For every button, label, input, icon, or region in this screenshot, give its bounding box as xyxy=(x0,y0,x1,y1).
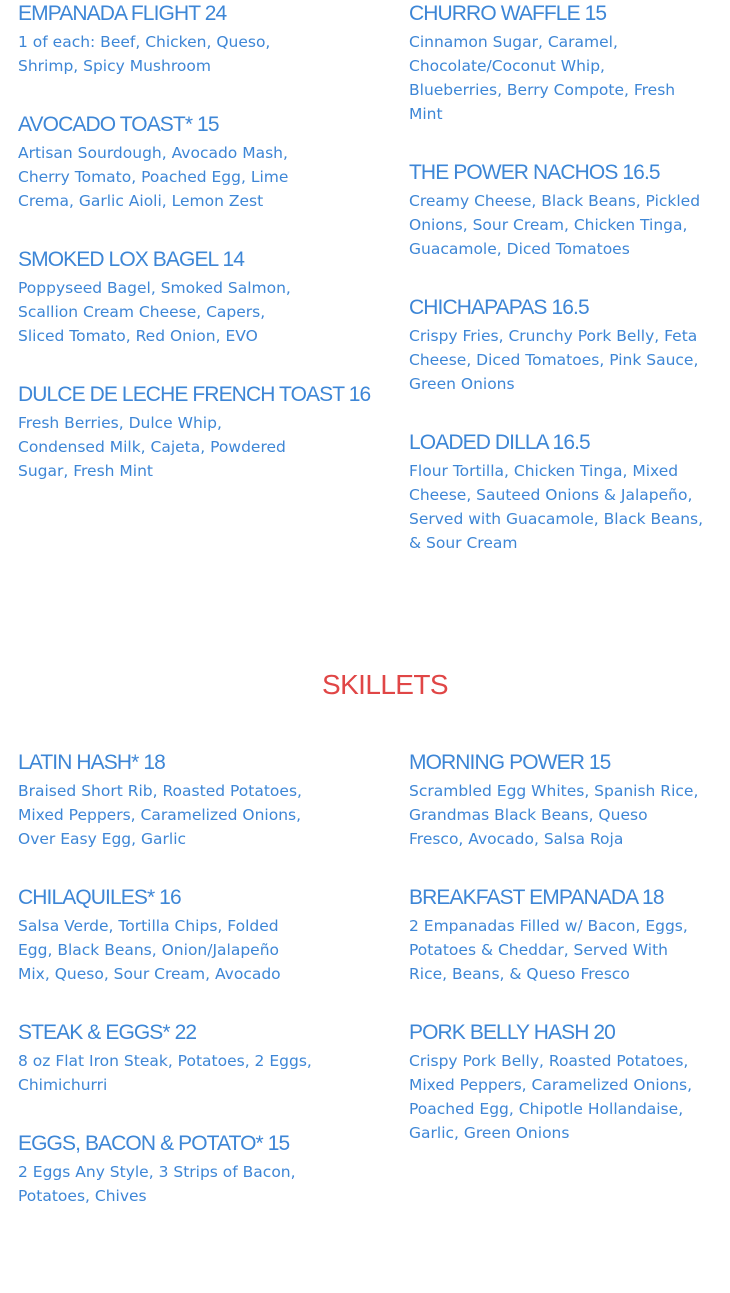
description-line: Scallion Cream Cheese, Capers, xyxy=(18,303,266,321)
description-line: Served with Guacamole, Black Beans, xyxy=(409,510,704,528)
description-line: Condensed Milk, Cajeta, Powdered xyxy=(18,438,286,456)
item-title: EGGS, BACON & POTATO* 15 xyxy=(18,1132,290,1155)
description-line: Guacamole, Diced Tomatoes xyxy=(409,240,630,258)
description-line: 1 of each: Beef, Chicken, Queso, xyxy=(18,33,271,51)
menu-item xyxy=(409,1020,692,1145)
item-title: LATIN HASH* 18 xyxy=(18,751,165,774)
item-title: CHURRO WAFFLE 15 xyxy=(409,2,607,25)
item-description xyxy=(18,1160,296,1208)
item-description xyxy=(18,779,302,851)
description-line: Mixed Peppers, Caramelized Onions, xyxy=(18,806,302,824)
description-line: Crispy Pork Belly, Roasted Potatoes, xyxy=(409,1052,689,1070)
menu-item xyxy=(409,885,688,986)
description-line: Chocolate/Coconut Whip, xyxy=(409,57,605,75)
description-line: & Sour Cream xyxy=(409,534,518,552)
description-line: Garlic, Green Onions xyxy=(409,1124,570,1142)
description-line: Mix, Queso, Sour Cream, Avocado xyxy=(18,965,281,983)
menu-item xyxy=(18,1131,296,1208)
description-line: Mint xyxy=(409,105,443,123)
description-line: Creamy Cheese, Black Beans, Pickled xyxy=(409,192,701,210)
item-description xyxy=(18,141,288,213)
menu-item xyxy=(18,750,302,851)
item-title: MORNING POWER 15 xyxy=(409,751,611,774)
description-line: Cherry Tomato, Poached Egg, Lime xyxy=(18,168,289,186)
menu-item xyxy=(18,1020,312,1097)
description-line: Chimichurri xyxy=(18,1076,108,1094)
description-line: 2 Empanadas Filled w/ Bacon, Eggs, xyxy=(409,917,688,935)
menu-item xyxy=(409,295,698,396)
item-title: AVOCADO TOAST* 15 xyxy=(18,113,219,136)
description-line: Sugar, Fresh Mint xyxy=(18,462,153,480)
description-line: Potatoes & Cheddar, Served With xyxy=(409,941,668,959)
menu-item xyxy=(18,885,281,986)
description-line: Poppyseed Bagel, Smoked Salmon, xyxy=(18,279,291,297)
description-line: Salsa Verde, Tortilla Chips, Folded xyxy=(18,917,279,935)
item-title: PORK BELLY HASH 20 xyxy=(409,1021,615,1044)
description-line: Scrambled Egg Whites, Spanish Rice, xyxy=(409,782,699,800)
item-title: LOADED DILLA 16.5 xyxy=(409,431,590,454)
description-line: Fresh Berries, Dulce Whip, xyxy=(18,414,222,432)
description-line: Potatoes, Chives xyxy=(18,1187,147,1205)
item-description xyxy=(18,914,281,986)
menu-item xyxy=(409,160,700,261)
description-line: Shrimp, Spicy Mushroom xyxy=(18,57,211,75)
item-description xyxy=(409,324,698,396)
description-line: Cheese, Diced Tomatoes, Pink Sauce, xyxy=(409,351,699,369)
item-title: BREAKFAST EMPANADA 18 xyxy=(409,886,664,909)
menu-item xyxy=(18,1,270,78)
description-line: Artisan Sourdough, Avocado Mash, xyxy=(18,144,288,162)
description-line: Blueberries, Berry Compote, Fresh xyxy=(409,81,676,99)
description-line: Green Onions xyxy=(409,375,515,393)
section-heading-skillets: SKILLETS xyxy=(322,669,448,700)
menu-item xyxy=(18,112,288,213)
item-description xyxy=(18,1049,312,1097)
item-title: CHICHAPAPAS 16.5 xyxy=(409,296,589,319)
item-description xyxy=(18,411,370,483)
description-line: Crema, Garlic Aioli, Lemon Zest xyxy=(18,192,264,210)
item-description xyxy=(409,30,675,126)
description-line: Fresco, Avocado, Salsa Roja xyxy=(409,830,624,848)
item-description xyxy=(409,189,700,261)
description-line: 2 Eggs Any Style, 3 Strips of Bacon, xyxy=(18,1163,296,1181)
description-line: Poached Egg, Chipotle Hollandaise, xyxy=(409,1100,684,1118)
description-line: Cheese, Sauteed Onions & Jalapeño, xyxy=(409,486,693,504)
item-description xyxy=(18,30,270,78)
description-line: Braised Short Rib, Roasted Potatoes, xyxy=(18,782,302,800)
description-line: Over Easy Egg, Garlic xyxy=(18,830,187,848)
item-description xyxy=(18,276,291,348)
description-line: Egg, Black Beans, Onion/Jalapeño xyxy=(18,941,280,959)
item-title: EMPANADA FLIGHT 24 xyxy=(18,2,227,25)
description-line: Crispy Fries, Crunchy Pork Belly, Feta xyxy=(409,327,698,345)
menu-item xyxy=(409,1,675,126)
description-line: 8 oz Flat Iron Steak, Potatoes, 2 Eggs, xyxy=(18,1052,312,1070)
description-line: Flour Tortilla, Chicken Tinga, Mixed xyxy=(409,462,679,480)
description-line: Cinnamon Sugar, Caramel, xyxy=(409,33,618,51)
item-title: SMOKED LOX BAGEL 14 xyxy=(18,248,245,271)
description-line: Onions, Sour Cream, Chicken Tinga, xyxy=(409,216,688,234)
item-description xyxy=(409,459,703,555)
item-description xyxy=(409,1049,692,1145)
description-line: Rice, Beans, & Queso Fresco xyxy=(409,965,630,983)
item-description xyxy=(409,779,698,851)
item-description xyxy=(409,914,688,986)
item-title: STEAK & EGGS* 22 xyxy=(18,1021,197,1044)
menu-item xyxy=(18,247,291,348)
item-title: DULCE DE LECHE FRENCH TOAST 16 xyxy=(18,383,371,406)
menu-item xyxy=(18,382,370,483)
description-line: Grandmas Black Beans, Queso xyxy=(409,806,648,824)
item-title: THE POWER NACHOS 16.5 xyxy=(409,161,660,184)
menu-item xyxy=(409,430,703,555)
description-line: Mixed Peppers, Caramelized Onions, xyxy=(409,1076,693,1094)
menu-item xyxy=(409,750,698,851)
description-line: Sliced Tomato, Red Onion, EVO xyxy=(18,327,258,345)
item-title: CHILAQUILES* 16 xyxy=(18,886,181,909)
